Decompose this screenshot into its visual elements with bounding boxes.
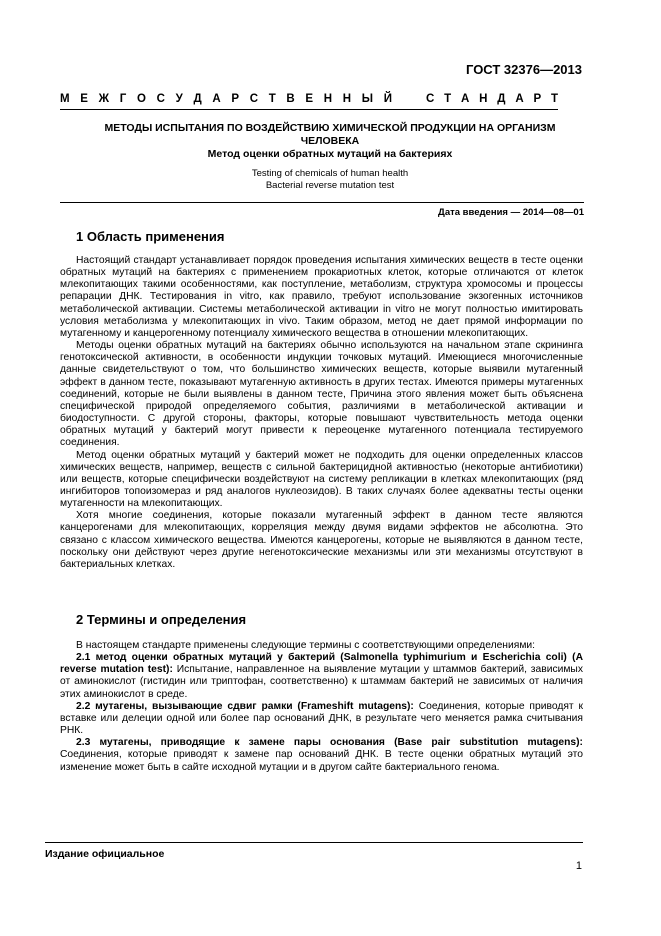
- document-title: [60, 122, 600, 161]
- english-title: [60, 168, 600, 192]
- section-1-paragraph-1: Настоящий стандарт устанавливает порядок проведения испытания химических веществ в тесте оценки обратных мутаций на бактериях с применением прокариотных клеток, которые отличаются от клеток млекопитающих такими особенностями, как поступление, метаболизм, структура хромосомы и процессы репарации ДНК. Тестирования in vitro, как правило, требуют использование экзогенных источников метаболической активации. Системы метаболической активации in vitro не могут полностью имитировать условия метаболизма у млекопитающих in vivo. Таким образом, метод не дает прямой информации по мутагенному и канцерогенному потенциалу химического вещества в отношении млекопитающих.: [60, 255, 583, 339]
- title-line-1: МЕТОДЫ ИСПЫТАНИЯ ПО ВОЗДЕЙСТВИЮ ХИМИЧЕСКОЙ ПРОДУКЦИИ НА ОРГАНИЗМ: [104, 122, 556, 134]
- banner-letter: Т: [268, 93, 276, 105]
- banner-letter: С: [156, 93, 165, 105]
- banner-letter: Е: [305, 93, 314, 105]
- section-2-heading: 2 Термины и определения: [76, 612, 247, 627]
- banner-letter: Ж: [98, 93, 110, 105]
- section-1-paragraph-3: Метод оценки обратных мутаций у бактерий может не подходить для оценки определенных классов химических веществ, например, веществ с сильной бактерицидной активностью (некоторые антибиотики) или веществ, которые специфически воздействуют на систему репликации в клетках млекопитающих (ряд ингибиторов топоизомераз и ряд аналогов нуклеозидов). В таких случаях более адекватны тесты оценки мутагенности на млекопитающих.: [60, 449, 583, 510]
- section-1-heading: 1 Область применения: [76, 229, 225, 244]
- banner-letter: Д: [193, 93, 202, 105]
- banner-letter: М: [60, 93, 70, 105]
- banner-letter: Н: [342, 93, 352, 105]
- banner-letter: С: [249, 93, 258, 105]
- banner-letter: Д: [497, 93, 506, 105]
- standard-banner: [60, 93, 558, 110]
- official-edition-label: Издание официальное: [45, 848, 165, 860]
- banner-letter: А: [515, 93, 524, 105]
- banner-letter: Н: [323, 93, 333, 105]
- page-number: 1: [575, 860, 582, 872]
- section-1-paragraph-2: Методы оценки обратных мутаций на бактериях обычно используются на начальном этапе скрининга генотоксической активности, в особенности индукции точковых мутаций. Имеющиеся многочисленные данные свидетельствуют о том, что большинство химических веществ, которые выявили мутагенный эффект в данном тесте, показывают мутагенную активность в других тестах. Имеются примеры мутагенных соединений, которые не были выявлены в данном тесте, Причина этого явления может быть объяснена специфической природой определяемого события, различиями в метаболической активации и биодоступности. С другой стороны, факторы, которые повышают чувствительность метода оценки обратных мутаций у бактерий могут привести к переоценке мутагенного потенциала тестируемого соединения.: [60, 340, 583, 449]
- banner-letter: Т: [444, 93, 452, 105]
- banner-letter: Р: [533, 93, 542, 105]
- introduction-date: Дата введения — 2014—08—01: [60, 202, 584, 218]
- banner-letter: А: [461, 93, 470, 105]
- banner-letter: Т: [550, 93, 558, 105]
- document-code: ГОСТ 32376—2013: [466, 62, 582, 77]
- section-1-body: [60, 255, 583, 571]
- term-2-3-name: 2.3 мутагены, приводящие к замене пары основания (Base pair substitution mutagens):: [76, 737, 583, 749]
- section-2-intro: В настоящем стандарте применены следующие термины с соответствующими определениями:: [76, 640, 536, 651]
- banner-letter: Р: [231, 93, 239, 105]
- banner-letter: В: [286, 93, 295, 105]
- banner-word-interstate: [60, 93, 392, 105]
- term-2-1-definition: Испытание, направленное на выявление мутации у штаммов бактерий, зависимых от аминокислот (гистидин или триптофан, соответственно) к штаммам бактерий не зависимых от наличия этих аминокислот в среде.: [60, 664, 583, 700]
- banner-letter: А: [212, 93, 221, 105]
- banner-letter: Й: [383, 93, 392, 105]
- section-2-body: [60, 640, 583, 774]
- banner-letter: Ы: [361, 93, 374, 105]
- banner-letter: Г: [119, 93, 127, 105]
- banner-letter: С: [426, 93, 435, 105]
- english-title-line-2: Bacterial reverse mutation test: [265, 180, 395, 191]
- title-line-2: ЧЕЛОВЕКА: [300, 135, 360, 147]
- banner-word-standard: [426, 93, 558, 105]
- english-title-line-1: Testing of chemicals of human health: [251, 168, 409, 179]
- section-1-paragraph-4: Хотя многие соединения, которые показали мутагенный эффект в данном тесте являются канцерогенами для млекопитающих, корреляция между двумя видами эффектов не абсолютна. Это связано с классом химического вещества. Имеются канцерогены, которые не выявляются в данном тесте, поскольку они действуют через другие негенотоксические механизмы или эти механизмы отсутствуют в бактериальных клетках.: [60, 510, 583, 570]
- term-2-1: [60, 652, 583, 701]
- banner-letter: О: [136, 93, 146, 105]
- term-2-2: [60, 701, 583, 737]
- term-2-1-name: 2.1 метод оценки обратных мутаций у бактерий (Salmonella typhimurium и Escherichia coli) (A reverse mutation test):: [60, 652, 583, 676]
- banner-letter: Н: [479, 93, 488, 105]
- term-2-2-definition: Соединения, которые приводят к вставке или делеции одной или более пар оснований ДНК, в результате чего меняется рамка считывания РНК.: [60, 700, 584, 737]
- title-subtitle: Метод оценки обратных мутаций на бактериях: [207, 148, 453, 160]
- footer-divider: [45, 842, 583, 843]
- term-2-3-definition: Соединения, которые приводят к замене пар оснований ДНК. В тесте оценки обратных мутаций это изменение может быть в сайте исходной мутации и в другом сайте бактериального генома.: [60, 749, 583, 773]
- banner-letter: У: [175, 93, 183, 105]
- term-2-3: [60, 737, 583, 773]
- term-2-2-name: 2.2 мутагены, вызывающие сдвиг рамки (Frameshift mutagens):: [76, 700, 414, 712]
- banner-letter: Е: [80, 93, 88, 105]
